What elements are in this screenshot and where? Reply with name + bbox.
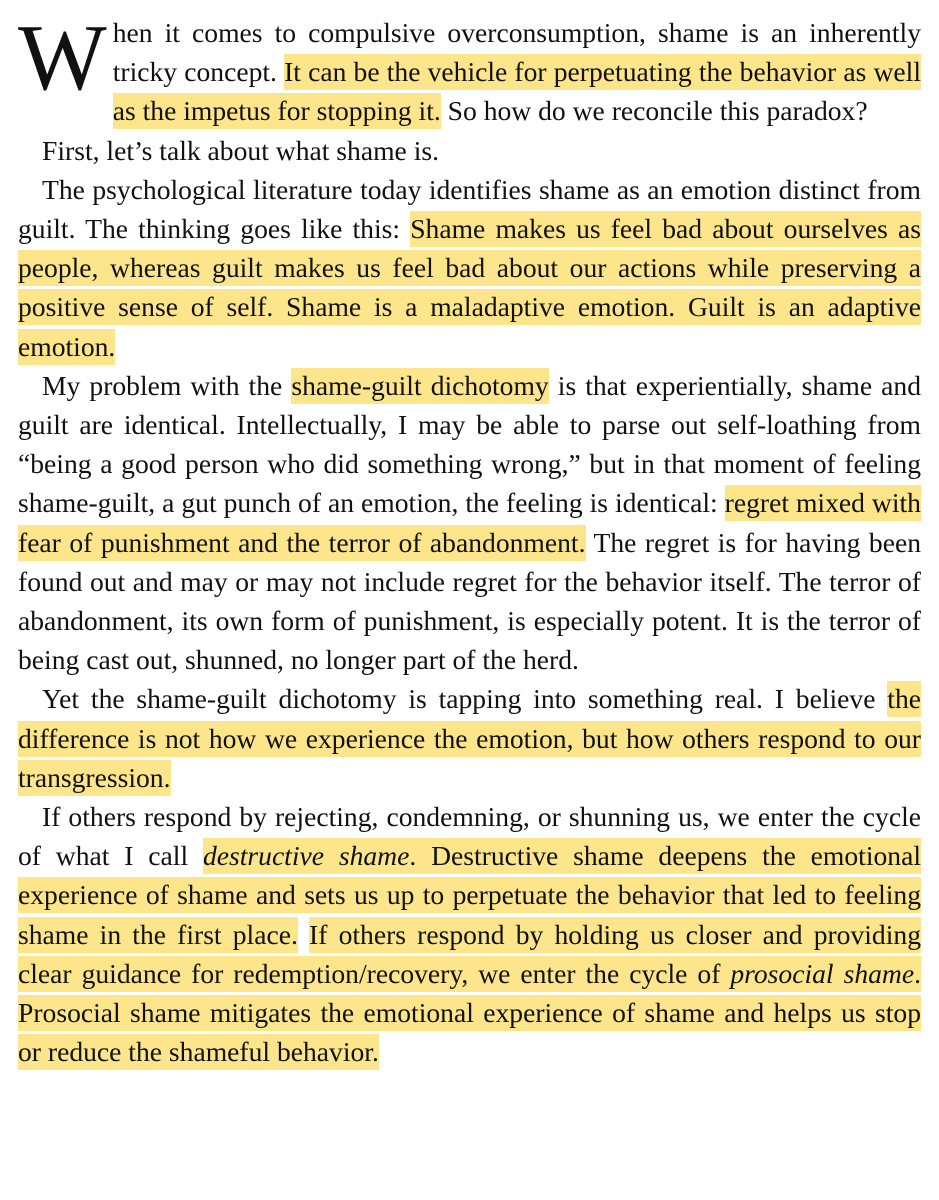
paragraph-what-shame-is — [18, 131, 921, 170]
paragraph-literature — [18, 170, 921, 366]
text-segment: First, let’s talk about what shame is. — [42, 134, 439, 166]
text-segment: So how do we reconcile this paradox? — [440, 95, 868, 127]
highlighted-passage: . Prosocial shame mitigates the emotional experience of shame and helps us stop or reduce the shameful behavior. — [18, 956, 921, 1070]
text-segment: Yet the shame-guilt dichotomy is tapping into something real. I believe — [42, 683, 888, 715]
highlighted-passage: It can be the vehicle for perpetuating the behavior as well as the impetus for stopping it. — [113, 54, 921, 129]
highlighted-passage: Shame makes us feel bad about ourselves as people, whereas guilt makes us feel bad about our actions while preserving a positive sense of self. Shame is a maladaptive emotion. Guilt is an adaptive emotion. — [18, 211, 921, 365]
highlighted-term: prosocial shame — [730, 956, 914, 992]
text-segment — [298, 919, 309, 950]
paragraph-dichotomy-problem — [18, 366, 921, 680]
highlighted-passage: regret mixed with fear of punishment and the terror of abandonment. — [18, 485, 921, 560]
drop-cap: W — [18, 6, 107, 110]
text-segment: The regret is for having been found out and may or may not include regret for the behavior itself. The terror of abandonment, its own form of punishment, is especially potent. It is the terror of being cast out, shunned, no longer part of the herd. — [18, 526, 922, 676]
text-segment: If others respond by rejecting, condemning, or shunning us, we enter the cycle of what I call — [18, 801, 921, 872]
text-segment: My problem with the — [42, 369, 292, 401]
highlighted-passage: the difference is not how we experience the emotion, but how others respond to our transgression. — [18, 681, 921, 795]
text-segment: The psychological literature today identifies shame as an emotion distinct from guilt. The thinking goes like this: — [18, 173, 921, 245]
paragraph-cycles — [18, 797, 921, 1071]
highlighted-passage: . Destructive shame deepens the emotional experience of shame and sets us up to perpetuate the behavior that led to feeling shame in the first place. — [18, 838, 921, 952]
highlighted-passage: If others respond by holding us closer and providing clear guidance for redemption/recovery, we enter the cycle of — [18, 917, 921, 992]
highlighted-term: destructive shame — [203, 838, 409, 874]
paragraph-something-real — [18, 679, 921, 797]
text-segment: hen it comes to compulsive overconsumption, shame is an inherently tricky concept. — [112, 17, 921, 88]
text-segment: is that experientially, shame and guilt are identical. Intellectually, I may be able to parse out self-loathing from “being a good person who did something wrong,” but in that moment of feeling shame-guilt, a gut punch of an emotion, the feeling is identical: — [18, 369, 921, 519]
highlighted-passage: shame-guilt dichotomy — [291, 368, 548, 404]
paragraph-intro — [18, 6, 922, 131]
